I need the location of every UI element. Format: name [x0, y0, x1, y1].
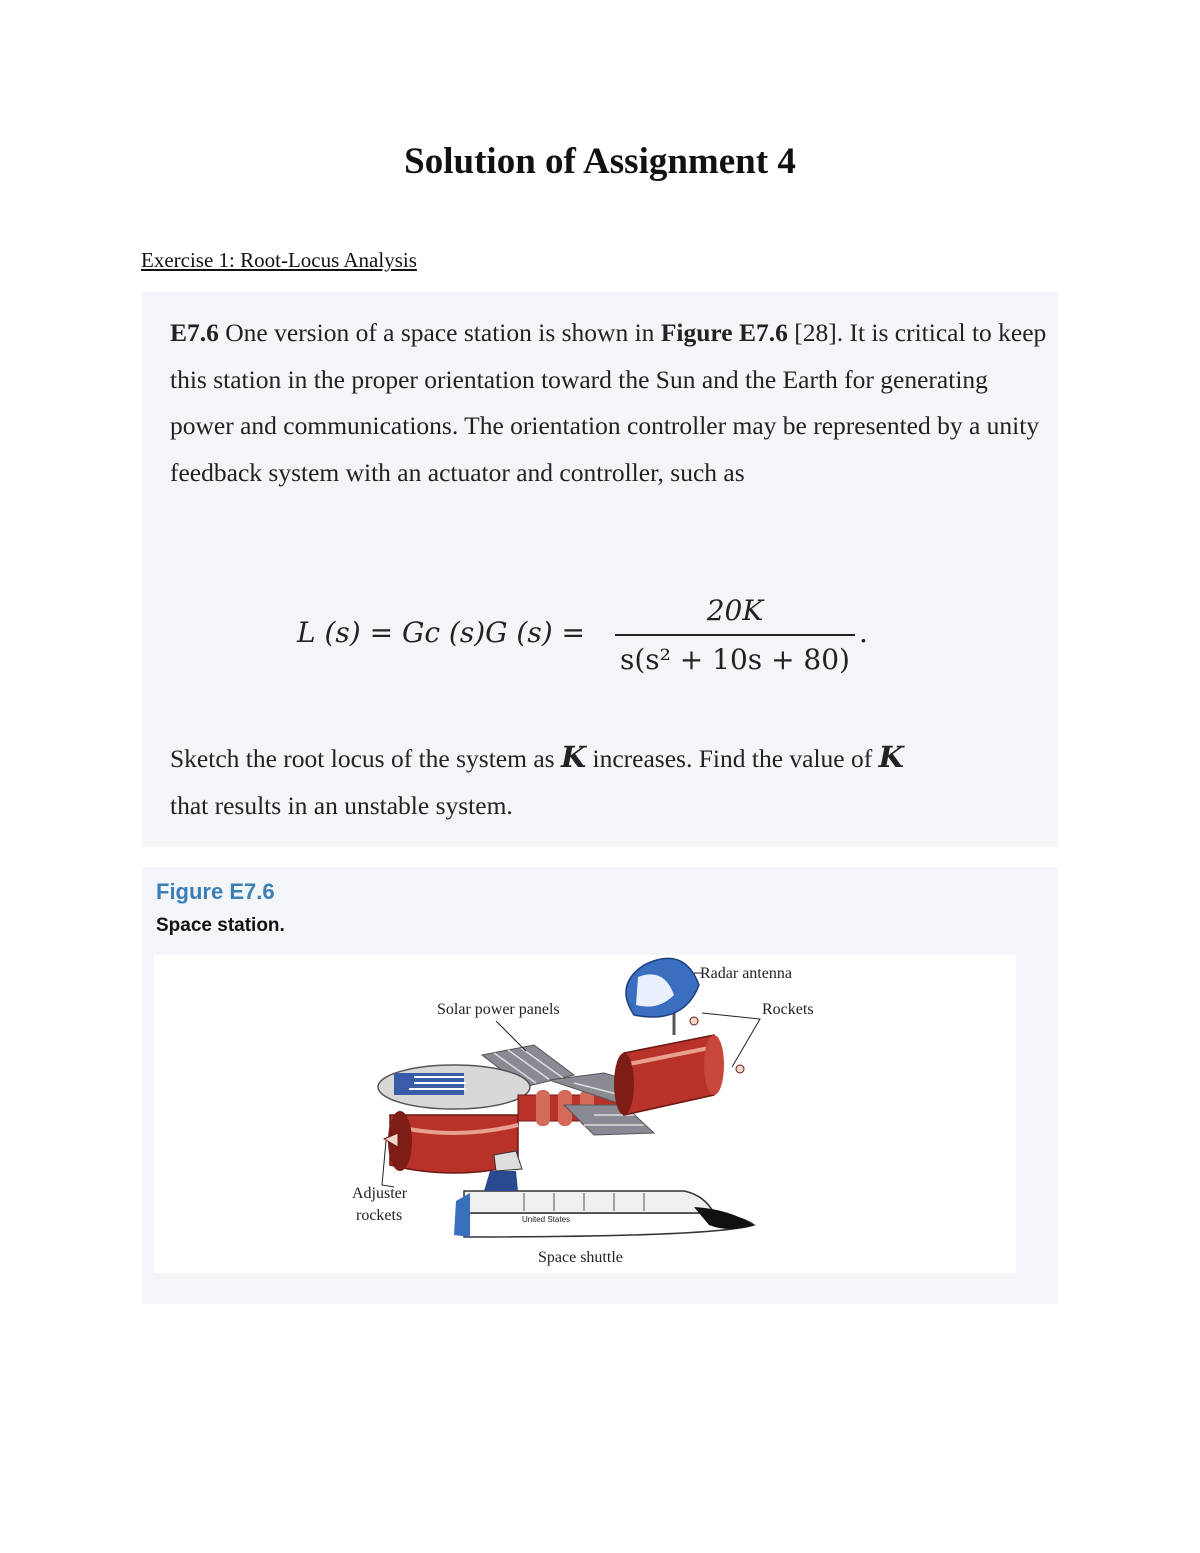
label-adjuster-rockets-line1: Adjuster	[352, 1185, 408, 1202]
k-variable: K	[560, 740, 587, 774]
right-module	[614, 1017, 744, 1115]
label-radar-antenna: Radar antenna	[700, 965, 792, 982]
radar-antenna	[626, 958, 699, 1035]
label-rockets: Rockets	[762, 1001, 814, 1018]
k-variable: K	[878, 740, 904, 774]
document-title: Solution of Assignment 4	[404, 141, 796, 182]
figure-box	[142, 867, 1058, 1304]
label-adjuster-rockets-line2: rockets	[356, 1207, 403, 1224]
space-station-illustration	[154, 955, 1016, 1273]
equation-period: .	[859, 616, 868, 649]
task-text-2: increases. Find the value of	[586, 744, 879, 773]
equation-fraction	[615, 590, 855, 680]
fraction-bar	[615, 634, 855, 636]
problem-intro-2: [28]. It is critical to keep this station in the proper orientation toward the Sun and the Earth for generating power and communications. The orientation controller may be represented by a unity feedback system with an actuator and controller, such as	[170, 318, 1047, 487]
space-shuttle	[454, 1151, 754, 1237]
equation-lhs: L (s) = Gc (s)G (s) =	[297, 616, 585, 649]
problem-id: E7.6	[170, 318, 219, 347]
problem-statement-box	[142, 292, 1058, 847]
equation-denominator: s(s² + 10s + 80)	[620, 643, 850, 676]
space-station-drawing	[154, 955, 1016, 1273]
exercise-heading: Exercise 1: Root-Locus Analysis	[141, 248, 417, 272]
label-solar-panels: Solar power panels	[437, 1001, 560, 1018]
figure-reference: Figure E7.6	[660, 318, 788, 347]
label-shuttle-marking: United States	[522, 1215, 571, 1224]
problem-intro-1: One version of a space station is shown in	[218, 318, 661, 347]
problem-text	[170, 310, 1050, 496]
equation-numerator: 20K	[706, 594, 764, 627]
task-text-3: that results in an unstable system.	[170, 790, 513, 820]
task-text-1: Sketch the root locus of the system as	[170, 744, 561, 773]
label-space-shuttle: Space shuttle	[538, 1249, 623, 1266]
problem-task	[170, 734, 1050, 829]
figure-label: Figure E7.6	[156, 879, 275, 904]
figure-caption: Space station.	[156, 915, 285, 936]
